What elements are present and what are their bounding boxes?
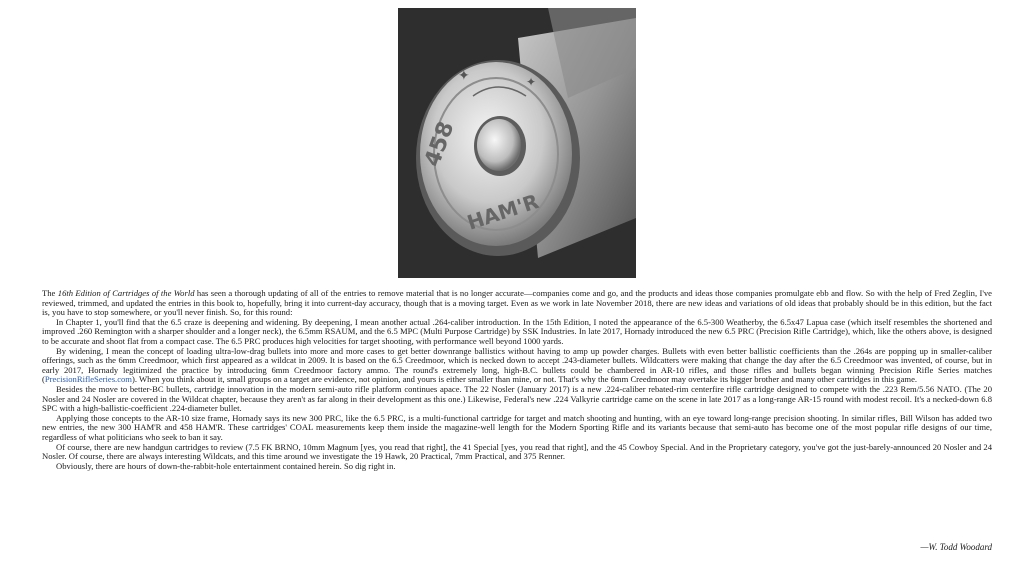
introduction-text	[42, 289, 992, 471]
author-signature: —W. Todd Woodard	[920, 542, 992, 552]
paragraph-5: Applying those concepts to the AR-10 size frame, Hornady says its new 300 PRC, like the 6.5 PRC, is a multi-functional cartridge for target and match shooting and hunting, with an eye toward long-range precision shooting. In similar rifles, Bill Wilson has added two new entries, the new 300 HAM'R and 458 HAM'R. These cartridges' COAL measurements keep them inside the magazine-well length for the Modern Sporting Rifle and its variants because that semi-auto has become one of the most popular rifle designs of our time, regardless of what politicians who seek to ban it say.	[42, 412, 992, 442]
paragraph-2: In Chapter 1, you'll find that the 6.5 craze is deepening and widening. By deepening, I mean another actual .264-caliber introduction. In the 15th Edition, I noted the appearance of the 6.5-300 Weatherby, the 6.5x47 Lapua case (which itself resembles the shortened and improved .260 Remington with a sharper shoulder and a longer neck), the 6.5mm RSAUM, and the 6.5 MPC (Multi Purpose Cartridge) by SSK Industries. In late 2017, Hornady introduced the new 6.5 PRC (Precision Rifle Cartridge), which, like the others above, is designed to be accurate and shoot flat from a compact case. The 6.5 PRC produces high velocities for target shooting, with performance well beyond 1000 yards.	[42, 316, 992, 346]
paragraph-4: Besides the move to better-BC bullets, cartridge innovation in the modern semi-auto rifle platform continues apace. The 22 Nosler (January 2017) is a new .224-caliber rebated-rim centerfire rifle cartridge designed to compete with the .223 Rem/5.56 NATO. (The 20 Nosler and 24 Nosler are covered in the Wildcat chapter, because they aren't as far along in their development as this one.) Likewise, Federal's new .224 Valkyrie cartridge came on the scene in late 2017 as a long-range AR-15 round with modest recoil. It's a necked-down 6.8 SPC with a high-ballistic-coefficient .224-diameter bullet.	[42, 383, 992, 414]
paragraph-7: Obviously, there are hours of down-the-rabbit-hole entertainment contained herein. So dig right in.	[56, 460, 396, 471]
precision-rifle-series-link[interactable]: PrecisionRifleSeries.com	[44, 374, 132, 385]
book-title: 16th Edition of Cartridges of the World	[57, 288, 195, 298]
paragraph-3: By widening, I mean the concept of loading ultra-low-drag bullets into more and more cases to get better downrange ballistics without having to amp up powder charges. Bullets with even better ballistic coefficients than the .264s are popping up in smaller-caliber offerings, such as the 6mm Creedmoor, which first appeared as a wildcat in 2009. It is based on the 6.5 Creedmoor, which is necked down to accept .243-diameter bullets. Wildcatters were making that change the day after the 6.5 Creedmoor was invented, of course, but in early 2017, Hornady legitimized the practice by introducing 6mm Creedmoor factory ammo. The round's extremely long, high-B.C. bullets could be chambered in AR-10 rifles, and those rifles and bullets began winning Precision Rifle Series matches (PrecisionRifleSeries.com). When you think about it, small groups on a target are evidence, not opinion, and yours is either smaller than mine, or not. That's why the 6mm Creedmoor may overtake its bigger brother and many other cartridges in this game.	[42, 345, 992, 385]
cartridge-headstamp-image	[398, 8, 636, 278]
headstamp-caliber: 458	[420, 118, 460, 171]
svg-text:✦: ✦	[458, 68, 470, 84]
cartridge-photo	[398, 8, 636, 278]
svg-text:✦: ✦	[526, 75, 537, 89]
paragraph-6: Of course, there are new handgun cartridges to review (7.5 FK BRNO, 10mm Magnum [yes, you read that right], the 41 Special [yes, you read that right], and the 45 Cowboy Special. And in the Proprietary category, you've got the just-barely-announced 20 Nosler and 24 Nosler. Of course, there are always interesting Wildcats, and this time around we investigate the 19 Hawk, 20 Practical, 7mm Practical, and 375 Renner.	[42, 441, 992, 462]
headstamp-maker: HAM'R	[464, 189, 542, 235]
paragraph-1: The 16th Edition of Cartridges of the World has seen a thorough updating of all of the entries to remove material that is no longer accurate—companies come and go, and the products and ideas those companies promulgate ebb and flow. So with the help of Fred Zeglin, I've reviewed, trimmed, and updated the entries in this book to, hopefully, bring it into current-day accuracy, though that is a moving target. Even as we work in late November 2018, there are new ideas and variations of old ideas that probably should be in this edition, but the fact is, you have to stop somewhere, or you'll never finish. So, for this round:	[42, 288, 992, 318]
